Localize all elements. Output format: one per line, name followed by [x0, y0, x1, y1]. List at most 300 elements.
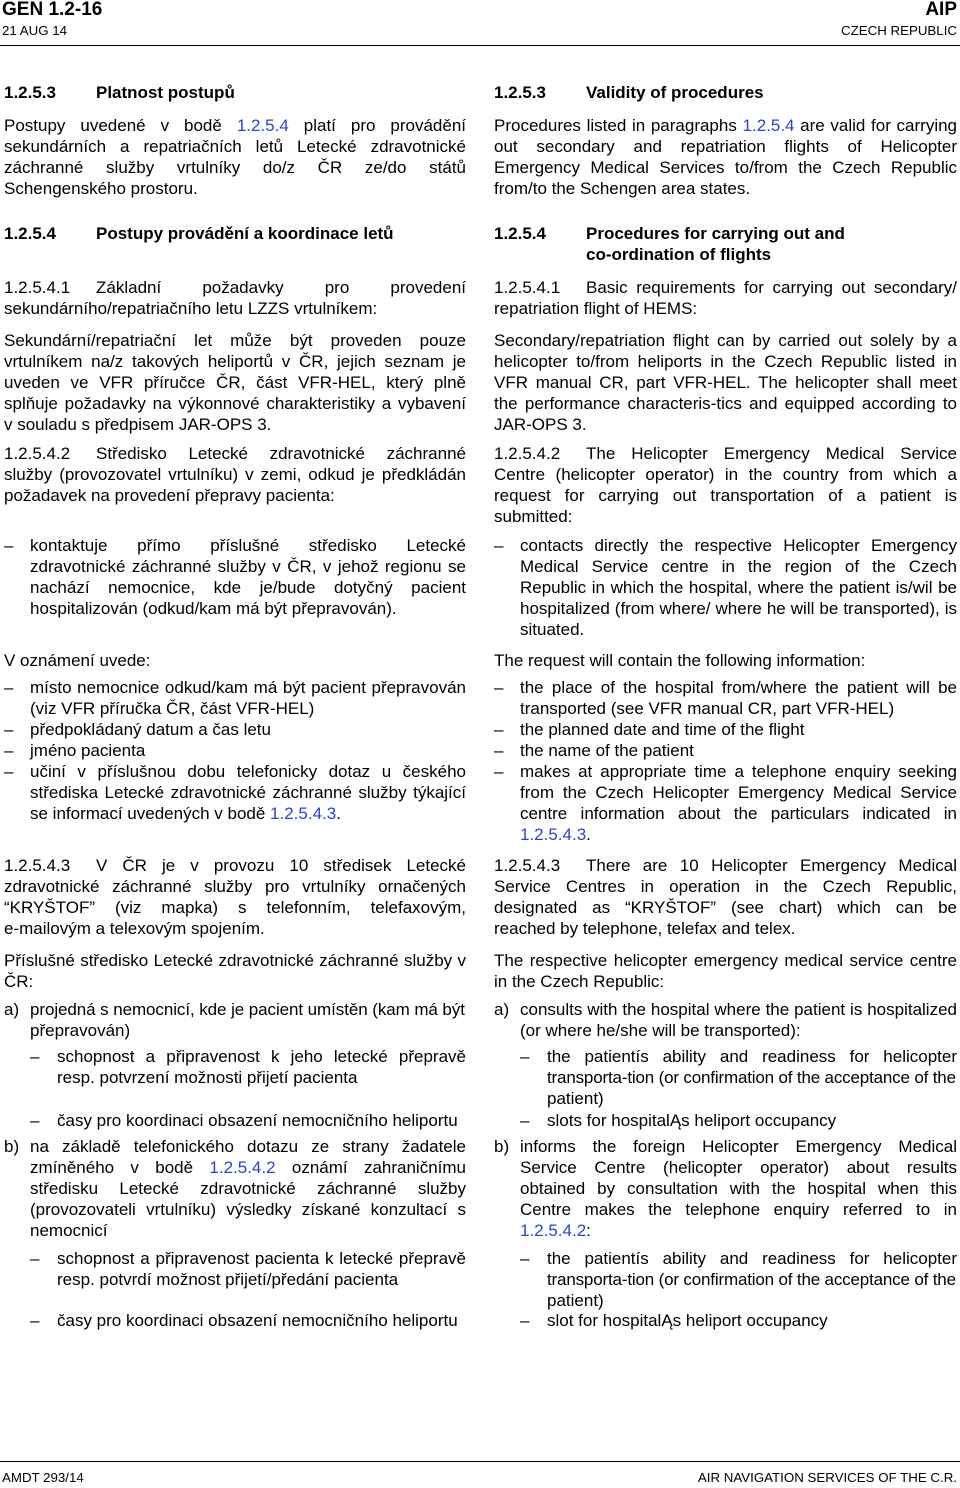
cz-lettered-list-item-17: [4, 1136, 466, 1241]
text-line: [4, 351, 466, 372]
text-fragment: nachází nemocnice, kde je/bude dotyčný pacient: [30, 578, 466, 597]
cross-reference-link[interactable]: 1.2.5.4.3: [520, 825, 587, 844]
text-line: [96, 82, 466, 103]
text-fragment: the name of the patient: [520, 741, 694, 760]
text-fragment: V ČR je v provozu 10 středisek Letecké: [96, 856, 466, 875]
line-content: [547, 1067, 956, 1088]
en-dash-list-item-11: [494, 761, 957, 845]
line-content: [494, 136, 957, 157]
line-content: [494, 918, 796, 939]
text-line: [520, 677, 957, 698]
line-content: [494, 157, 957, 178]
text-line: [494, 918, 957, 939]
cz-dash-list-item-8: [4, 677, 466, 719]
line-content: [494, 178, 750, 199]
text-line: [57, 1310, 466, 1331]
text-fragment: obtained by consultation with the hospital when this: [520, 1179, 957, 1198]
text-line: [30, 1136, 466, 1157]
amendment-number: AMDT 293/14: [2, 1470, 84, 1485]
line-content: [30, 677, 466, 698]
text-line: [520, 999, 957, 1020]
text-fragment: zmíněného v bodě: [30, 1158, 210, 1177]
text-line: [520, 782, 957, 803]
text-line: [586, 855, 957, 876]
text-fragment: nemocnicí: [30, 1221, 108, 1240]
line-content: [494, 351, 957, 372]
dash-marker: –: [494, 678, 504, 697]
text-fragment: repatriation flight of HEMS:: [494, 299, 698, 318]
line-content: [4, 950, 466, 971]
text-line: [30, 598, 466, 619]
line-content: [30, 577, 466, 598]
line-content: [494, 485, 957, 506]
text-fragment: Postupy uvedené v bodě: [4, 116, 237, 135]
text-line: [494, 506, 957, 527]
text-fragment: Republic in which the hospital, where the patient is/wil be: [520, 578, 957, 597]
dash-marker: –: [520, 1111, 530, 1130]
text-fragment: are valid for carrying: [794, 116, 958, 135]
text-line: [30, 677, 466, 698]
text-fragment: vrtulníkem na/z takových heliportů v ČR, jejich seznam je: [4, 352, 466, 371]
line-content: [4, 298, 377, 319]
text-line: [494, 897, 957, 918]
text-line: [57, 1269, 466, 1290]
text-fragment: na základě telefonického dotazu ze strany žadatele: [30, 1137, 466, 1156]
text-fragment: (viz VFR příručka ČR, část VFR-HEL): [30, 699, 315, 718]
text-line: [4, 298, 466, 319]
line-content: [57, 1046, 466, 1067]
text-line: [494, 876, 957, 897]
line-content: [96, 855, 466, 876]
line-content: [547, 1110, 836, 1131]
paragraph-number: 1.2.5.4.1: [494, 278, 561, 297]
line-content: [586, 443, 957, 464]
text-line: [30, 1199, 466, 1220]
section-number: 1.2.5.3: [494, 83, 546, 102]
cross-reference-link[interactable]: 1.2.5.4: [742, 116, 795, 135]
text-fragment: JAR-OPS 3.: [494, 415, 587, 434]
text-fragment: Medical Service centre in the region of the Czech: [520, 557, 957, 576]
text-line: [96, 855, 466, 876]
text-fragment: Sekundární/repatriační let může být proveden pouze: [4, 331, 466, 350]
en-dash-list-item-8: [494, 677, 957, 719]
line-content: [547, 1290, 604, 1311]
text-fragment: The Helicopter Emergency Medical Service: [586, 444, 957, 463]
text-fragment: slots for hospitalĄs heliport occupancy: [547, 1111, 837, 1130]
line-content: [30, 1157, 466, 1178]
text-fragment: designated as “KRYŠTOF” (see chart) which can be: [494, 898, 957, 917]
text-line: [57, 1067, 466, 1088]
cz-paragraph-4: [4, 330, 466, 435]
line-content: [520, 740, 694, 761]
text-fragment: Základní požadavky pro provedení: [96, 278, 466, 297]
text-fragment: služby (provozovatel vrtulníku) v zemi, odkud je předkládán: [4, 465, 466, 484]
cz-sub-dash-list-item-16: [4, 1110, 466, 1131]
text-fragment: contacts directly the respective Helicopter Emergency: [520, 536, 957, 555]
text-line: [547, 1046, 957, 1067]
line-content: [520, 1199, 957, 1220]
text-line: [57, 1248, 466, 1269]
en-sub-dash-list-item-15: [494, 1046, 957, 1109]
dash-marker: –: [494, 536, 504, 555]
line-content: [520, 761, 957, 782]
text-fragment: projedná s nemocnicí, kde je pacient umístěn (kam má být: [30, 1000, 465, 1019]
line-content: [30, 1199, 466, 1220]
text-fragment: Centre makes the telephone enquiry referred to in: [520, 1200, 957, 1219]
text-line: [547, 1248, 957, 1269]
text-fragment: oznámí zahraničnímu: [275, 1158, 466, 1177]
cz-paragraph-13: [4, 950, 466, 992]
line-content: [4, 485, 335, 506]
text-line: [4, 485, 466, 506]
text-fragment: consults with the hospital where the patient is hospitalized: [520, 1000, 957, 1019]
text-fragment: Procedures for carrying out and: [586, 224, 845, 243]
text-fragment: Středisko Letecké zdravotnické záchranné: [96, 444, 466, 463]
text-fragment: Centre (helicopter operator) in the country from which a: [494, 465, 957, 484]
text-line: [30, 698, 466, 719]
line-content: [494, 464, 957, 485]
text-line: [586, 82, 957, 103]
text-line: [520, 698, 957, 719]
text-line: [520, 740, 957, 761]
text-line: [4, 414, 466, 435]
text-line: [520, 1020, 957, 1041]
text-line: [494, 372, 957, 393]
text-line: [4, 157, 466, 178]
text-fragment: schopnost a připravenost k jeho letecké přepravě: [57, 1047, 466, 1066]
line-content: [57, 1310, 458, 1331]
text-line: [4, 897, 466, 918]
line-content: [520, 535, 957, 556]
dash-marker: –: [30, 1311, 40, 1330]
cz-sub-dash-list-item-19: [4, 1310, 466, 1331]
cz-dash-list-item-11: [4, 761, 466, 824]
cross-reference-link[interactable]: 1.2.5.4.2: [209, 1158, 276, 1177]
line-content: [520, 677, 957, 698]
text-line: [586, 223, 957, 244]
text-line: [547, 1110, 957, 1131]
text-line: [494, 136, 957, 157]
line-content: [494, 414, 587, 435]
text-fragment: (provozovateli vrtulníku) výsledky získané konzultací s: [30, 1200, 466, 1219]
line-content: [4, 464, 466, 485]
text-line: [4, 918, 466, 939]
country-name: CZECH REPUBLIC: [841, 23, 957, 38]
text-fragment: ČR:: [4, 972, 34, 991]
line-content: [30, 1178, 466, 1199]
text-fragment: sekundárních a repatriačních letů Letecké zdravotnické: [4, 137, 466, 156]
line-content: [586, 223, 845, 244]
en-paragraph-1: [494, 115, 957, 199]
text-fragment: patient): [547, 1291, 604, 1310]
text-line: [520, 803, 957, 824]
page-identifier: GEN 1.2-16: [2, 0, 103, 20]
cz-section-heading-1-2-5-4: [4, 223, 466, 244]
text-fragment: střediska Letecké zdravotnické záchranné služby týkající: [30, 783, 466, 802]
text-fragment: zdravotnické záchranné služby v ČR, v jehož regionu se: [30, 557, 466, 576]
effective-date: 21 AUG 14: [2, 23, 68, 38]
line-content: [57, 1269, 398, 1290]
text-line: [30, 1220, 466, 1241]
line-content: [30, 782, 466, 803]
text-line: [4, 178, 466, 199]
section-number: 1.2.5.3: [4, 83, 56, 102]
text-fragment: VFR manual CR, part VFR-HEL. The helicopter shall meet: [494, 373, 957, 392]
line-content: [4, 414, 271, 435]
text-line: [520, 719, 957, 740]
cz-numbered-paragraph-1-2-5-4-2: [4, 443, 466, 506]
text-line: [547, 1269, 957, 1290]
line-content: [494, 650, 865, 671]
line-content: [4, 178, 198, 199]
line-content: [520, 556, 957, 577]
line-content: [4, 876, 466, 897]
line-content: [494, 298, 697, 319]
text-line: [30, 556, 466, 577]
text-fragment: uveden ve VFR příručce ČR, část VFR-HEL, který plně: [4, 373, 466, 392]
line-content: [30, 598, 397, 619]
text-fragment: The request will contain the following information:: [494, 651, 866, 670]
text-fragment: Secondary/repatriation flight can by carried out solely by a: [494, 331, 957, 350]
line-content: [30, 803, 341, 824]
text-fragment: požadavek na provedení přepravy pacienta:: [4, 486, 335, 505]
text-fragment: místo nemocnice odkud/kam má být pacient přepravován: [30, 678, 466, 697]
text-fragment: časy pro koordinaci obsazení nemocničního heliportu: [57, 1311, 458, 1330]
text-fragment: submitted:: [494, 507, 573, 526]
paragraph-number: 1.2.5.4.1: [4, 278, 71, 297]
line-content: [30, 556, 466, 577]
text-line: [520, 761, 957, 782]
cross-reference-link[interactable]: 1.2.5.4.3: [270, 804, 337, 823]
text-fragment: request for carrying out transportation of a patient is: [494, 486, 957, 505]
line-content: [494, 950, 957, 971]
cz-dash-list-item-10: [4, 740, 466, 761]
dash-marker: –: [30, 1047, 40, 1066]
line-content: [57, 1067, 357, 1088]
en-numbered-paragraph-1-2-5-4-2: [494, 443, 957, 527]
text-fragment: “KRYŠTOF” (viz mapka) s telefonním, telefaxovým,: [4, 898, 466, 917]
text-fragment: e-mailovým a telexovým spojením.: [4, 919, 265, 938]
line-content: [520, 782, 957, 803]
en-paragraph-7: [494, 650, 957, 671]
left-column: [4, 0, 466, 1400]
text-line: [4, 372, 466, 393]
en-lettered-list-item-14: [494, 999, 957, 1041]
line-content: [586, 82, 764, 103]
text-line: [520, 1178, 957, 1199]
text-fragment: helicopter to/from heliports in the Czech Republic listed in: [494, 352, 957, 371]
paragraph-number: 1.2.5.4.2: [4, 444, 71, 463]
item-letter: a): [4, 1000, 20, 1019]
line-content: [520, 1020, 801, 1041]
paragraph-number: 1.2.5.4.3: [4, 856, 71, 875]
line-content: [520, 803, 957, 824]
text-line: [494, 351, 957, 372]
text-line: [547, 1088, 957, 1109]
cz-paragraph-1: [4, 115, 466, 199]
text-line: [494, 464, 957, 485]
cz-lettered-list-item-14: [4, 999, 466, 1041]
text-fragment: the place of the hospital from/where the patient will be: [520, 678, 957, 697]
text-fragment: The respective helicopter emergency medical service centre: [494, 951, 957, 970]
text-line: [494, 393, 957, 414]
text-fragment: zdravotnické záchranné služby pro vrtulníky ornačených: [4, 877, 466, 896]
text-line: [547, 1310, 957, 1331]
text-line: [4, 950, 466, 971]
line-content: [30, 535, 466, 556]
text-fragment: jméno pacienta: [30, 741, 146, 760]
paragraph-number: 1.2.5.4.3: [494, 856, 561, 875]
text-line: [30, 782, 466, 803]
line-content: [494, 876, 957, 897]
line-content: [586, 855, 957, 876]
line-content: [547, 1269, 956, 1290]
text-line: [4, 393, 466, 414]
line-content: [4, 157, 466, 178]
dash-marker: –: [30, 1249, 40, 1268]
cross-reference-link[interactable]: 1.2.5.4.2: [520, 1221, 587, 1240]
dash-marker: –: [520, 1249, 530, 1268]
text-line: [4, 876, 466, 897]
line-content: [520, 824, 591, 845]
text-line: [547, 1290, 957, 1311]
text-line: [4, 136, 466, 157]
text-line: [586, 443, 957, 464]
cross-reference-link[interactable]: 1.2.5.4: [236, 116, 289, 135]
line-content: [494, 330, 957, 351]
cz-paragraph-7: [4, 650, 466, 671]
text-line: [494, 115, 957, 136]
text-fragment: v souladu s předpisem JAR-OPS 3.: [4, 415, 272, 434]
dash-marker: –: [4, 741, 14, 760]
text-fragment: kontaktuje přímo příslušné středisko Letecké: [30, 536, 466, 555]
text-line: [30, 577, 466, 598]
text-fragment: hospitalized (from where/ where he will be transported), is: [520, 599, 957, 618]
text-line: [30, 1178, 466, 1199]
text-fragment: transporta-tion (or confirmation of the acceptance of the: [547, 1270, 956, 1289]
en-lettered-list-item-17: [494, 1136, 957, 1241]
line-content: [520, 719, 804, 740]
text-line: [494, 414, 957, 435]
text-fragment: reached by telephone, telefax and telex.: [494, 919, 796, 938]
text-fragment: záchranné služby vrtulníky do/z ČR ze/do států: [4, 158, 466, 177]
text-fragment: informs the foreign Helicopter Emergency Medical: [520, 1137, 957, 1156]
text-line: [494, 485, 957, 506]
line-content: [96, 82, 235, 103]
en-paragraph-4: [494, 330, 957, 435]
cz-dash-list-item-6: [4, 535, 466, 619]
text-line: [30, 719, 466, 740]
text-line: [520, 598, 957, 619]
publication-name: AIP: [925, 0, 957, 20]
section-number: 1.2.5.4: [4, 224, 56, 243]
text-fragment: .: [336, 804, 341, 823]
en-sub-dash-list-item-19: [494, 1310, 957, 1331]
line-content: [520, 999, 957, 1020]
text-fragment: Service Centres in operation in the Czech Republic,: [494, 877, 957, 896]
text-fragment: předpokládaný datum a čas letu: [30, 720, 271, 739]
text-fragment: Service Centre (helicopter operator) about results: [520, 1158, 957, 1177]
text-line: [96, 223, 466, 244]
text-fragment: Platnost postupů: [96, 83, 235, 102]
line-content: [520, 1178, 957, 1199]
line-content: [547, 1310, 828, 1331]
text-fragment: in the Czech Republic:: [494, 972, 665, 991]
line-content: [547, 1046, 957, 1067]
text-line: [4, 971, 466, 992]
dash-marker: –: [494, 762, 504, 781]
text-line: [586, 277, 957, 298]
text-line: [547, 1067, 957, 1088]
text-fragment: transporta-tion (or confirmation of the acceptance of the: [547, 1068, 956, 1087]
cz-sub-dash-list-item-15: [4, 1046, 466, 1088]
line-content: [4, 330, 466, 351]
text-fragment: Validity of procedures: [586, 83, 764, 102]
text-line: [4, 650, 466, 671]
text-line: [30, 535, 466, 556]
text-line: [494, 971, 957, 992]
text-fragment: učiní v příslušnou dobu telefonicky dotaz u českého: [30, 762, 466, 781]
text-fragment: resp. potvrdí možnost přijetí/předání pacienta: [57, 1270, 399, 1289]
line-content: [4, 136, 466, 157]
text-fragment: Procedures listed in paragraphs: [494, 116, 743, 135]
line-content: [30, 999, 465, 1020]
cz-dash-list-item-9: [4, 719, 466, 740]
cz-sub-dash-list-item-18: [4, 1248, 466, 1290]
text-line: [57, 1110, 466, 1131]
text-line: [30, 999, 466, 1020]
line-content: [520, 619, 584, 640]
en-paragraph-13: [494, 950, 957, 992]
line-content: [30, 740, 145, 761]
dash-marker: –: [494, 741, 504, 760]
text-fragment: hospitalizován (odkud/kam má být přepravován).: [30, 599, 397, 618]
line-content: [4, 372, 466, 393]
line-content: [494, 372, 957, 393]
text-fragment: the performance characteris-tics and equipped according to: [494, 394, 957, 413]
text-line: [520, 1220, 957, 1241]
text-line: [4, 115, 466, 136]
text-fragment: slot for hospitalĄs heliport occupancy: [547, 1311, 828, 1330]
text-line: [96, 443, 466, 464]
line-content: [57, 1110, 458, 1131]
text-fragment: resp. potvrzení možnosti přijetí pacienta: [57, 1068, 358, 1087]
text-line: [30, 1157, 466, 1178]
line-content: [30, 719, 271, 740]
text-fragment: se informací uvedených v bodě: [30, 804, 271, 823]
text-line: [520, 1157, 957, 1178]
text-line: [494, 178, 957, 199]
text-fragment: situated.: [520, 620, 585, 639]
section-number: 1.2.5.4: [494, 224, 546, 243]
line-content: [586, 244, 771, 265]
text-fragment: V oznámení uvede:: [4, 651, 151, 670]
text-line: [494, 650, 957, 671]
text-line: [520, 1199, 957, 1220]
dash-marker: –: [30, 1111, 40, 1130]
text-fragment: from the Czech Helicopter Emergency Medical Service: [520, 783, 957, 802]
line-content: [57, 1248, 466, 1269]
line-content: [30, 698, 314, 719]
line-content: [520, 598, 957, 619]
text-line: [30, 761, 466, 782]
text-line: [520, 824, 957, 845]
line-content: [547, 1248, 957, 1269]
item-letter: b): [494, 1137, 510, 1156]
text-fragment: from/to the Schengen area states.: [494, 179, 751, 198]
text-line: [4, 464, 466, 485]
line-content: [520, 698, 894, 719]
